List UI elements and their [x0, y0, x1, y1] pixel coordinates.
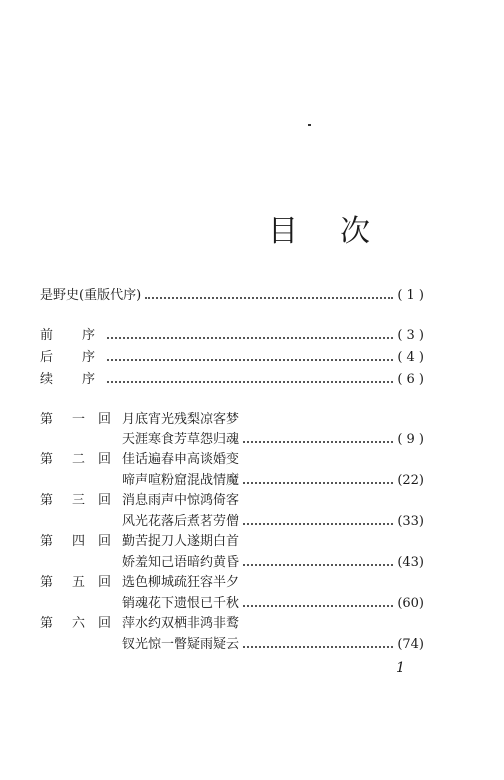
page-folio: 1 — [396, 660, 405, 676]
chapter-page: (60) — [397, 596, 424, 611]
chapter-ordinal-number: 五 — [72, 575, 86, 590]
toc-entry-page: ( 6 ) — [397, 372, 424, 387]
chapter-ordinal-prefix: 第 — [40, 493, 54, 508]
toc-entry-label: 续 序 — [40, 372, 104, 387]
chapter-ordinal-suffix: 回 — [98, 534, 112, 549]
chapter-page: ( 9 ) — [397, 432, 424, 447]
chapter-ordinal-suffix: 回 — [98, 493, 112, 508]
toc-entry-label: 是野史(重版代序) — [40, 288, 142, 303]
chapter-ordinal-suffix: 回 — [98, 575, 112, 590]
leader-dots — [243, 605, 393, 607]
chapter-ordinal-suffix: 回 — [98, 616, 112, 631]
chapter-ordinal-number: 六 — [72, 616, 86, 631]
leader-dots — [145, 297, 393, 299]
chapter-title-line-2: 钗光惊一瞥疑雨疑云 — [122, 637, 240, 652]
chapter-ordinal-prefix: 第 — [40, 412, 54, 427]
chapter-ordinal-suffix: 回 — [98, 412, 112, 427]
chapter-ordinal-number: 一 — [72, 412, 86, 427]
leader-dots — [243, 523, 393, 525]
chapter-title-line-1: 消息雨声中惊鸿倚客 — [122, 493, 240, 508]
chapter-ordinal-number: 四 — [72, 534, 86, 549]
leader-dots — [107, 381, 393, 383]
leader-dots — [243, 564, 393, 566]
chapter-title-line-1: 勤苦捉刀人遂期白首 — [122, 534, 240, 549]
chapter-ordinal-number: 二 — [72, 452, 86, 467]
chapter-title-line-1: 佳话遍春申高谈婚变 — [122, 452, 240, 467]
chapter-title-line-2: 娇羞知己语暗约黄昏 — [122, 555, 240, 570]
chapter-page: (43) — [397, 555, 424, 570]
chapter-title-line-2-row — [122, 635, 424, 655]
chapter-ordinal-number: 三 — [72, 493, 86, 508]
chapter-title-line-2-row — [122, 512, 424, 532]
toc-title-char-1: 目 — [268, 214, 298, 249]
leader-dots — [107, 359, 393, 361]
chapter-title-line-1: 月底宵光残梨凉客梦 — [122, 412, 240, 427]
chapter-title-line-1: 萍水约双栖非鸿非鹜 — [122, 616, 240, 631]
chapter-page: (33) — [397, 514, 424, 529]
toc-entry — [40, 286, 424, 306]
toc-entry-page: ( 1 ) — [397, 288, 424, 303]
toc-entry — [40, 370, 424, 390]
chapter-ordinal-prefix: 第 — [40, 575, 54, 590]
chapter-title-line-2: 天涯寒食芳草怨归魂 — [122, 432, 240, 447]
chapter-title-line-2-row — [122, 553, 424, 573]
chapter-title-line-2-row — [122, 594, 424, 614]
ink-speck — [308, 124, 311, 126]
chapter-title-line-2: 风光花落后煮茗劳僧 — [122, 514, 240, 529]
leader-dots — [243, 482, 393, 484]
toc-title-char-2: 次 — [340, 214, 370, 249]
chapter-ordinal-prefix: 第 — [40, 452, 54, 467]
chapter-ordinal-suffix: 回 — [98, 452, 112, 467]
toc-entry — [40, 348, 424, 368]
chapter-title-line-2: 啼声喧粉窟混战情魔 — [122, 473, 240, 488]
chapter-title-line-2-row — [122, 471, 424, 491]
toc-entry-page: ( 3 ) — [397, 328, 424, 343]
leader-dots — [243, 646, 393, 648]
toc-entry-page: ( 4 ) — [397, 350, 424, 365]
chapter-page: (22) — [397, 473, 424, 488]
chapter-title-line-2-row — [122, 430, 424, 450]
chapter-ordinal-prefix: 第 — [40, 616, 54, 631]
toc-entry — [40, 326, 424, 346]
toc-entry-label: 前 序 — [40, 328, 104, 343]
chapter-ordinal-prefix: 第 — [40, 534, 54, 549]
leader-dots — [107, 337, 393, 339]
toc-entry-label: 后 序 — [40, 350, 104, 365]
chapter-page: (74) — [397, 637, 424, 652]
chapter-title-line-1: 选色柳城疏狂容半夕 — [122, 575, 240, 590]
chapter-title-line-2: 销魂花下遗恨已千秋 — [122, 596, 240, 611]
leader-dots — [243, 441, 393, 443]
